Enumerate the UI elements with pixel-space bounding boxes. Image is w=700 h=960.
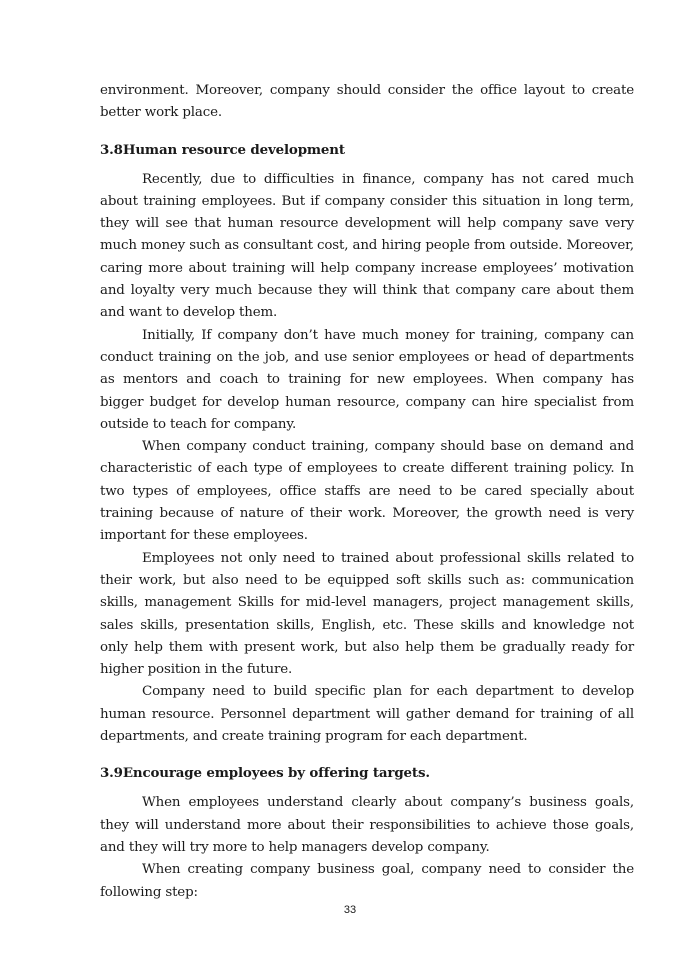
page-number: 33	[343, 904, 357, 916]
paragraph-continued: environment. Moreover, company should consider the office layout to create better work place.	[100, 83, 634, 121]
paragraph: When employees understand clearly about company’s business goals, they will understand more about their responsibilities to achieve those goals, and they will try more to help managers develop company.	[100, 795, 634, 855]
section-heading-3-9: 3.9Encourage employees by offering targets.	[100, 765, 430, 782]
section-heading-3-8: 3.8Human resource development	[100, 141, 345, 158]
paragraph: Recently, due to difficulties in finance, company has not cared much about training employees. But if company consider this situation in long term, they will see that human resource development will help company save very much money such as consultant cost, and hiring people from outside. Moreover, caring more about training will help company increase employees’ motivation and loyalty very much because they will think that company care about them and want to develop them.	[100, 171, 634, 321]
paragraph: Initially, If company don’t have much money for training, company can conduct training on the job, and use senior employees or head of departments as mentors and coach to training for new employees. When company has bigger budget for develop human resource, company can hire specialist from outside to teach for company.	[100, 327, 634, 432]
document-page	[100, 80, 634, 904]
paragraph: Employees not only need to trained about professional skills related to their work, but also need to be equipped soft skills such as: communication skills, management Skills for mid-level managers, project management skills, sales skills, presentation skills, English, etc. These skills and knowledge not only help them with present work, but also help them be gradually ready for higher position in the future.	[100, 550, 634, 678]
paragraph: When creating company business goal, company need to consider the following step:	[100, 862, 634, 900]
paragraph: Company need to build specific plan for each department to develop human resource. Personnel department will gather demand for training of all departments, and create training program for each department.	[100, 684, 634, 745]
paragraph: When company conduct training, company should base on demand and characteristic of each type of employees to create different training policy. In two types of employees, office staffs are need to be cared specially about training because of nature of their work. Moreover, the growth need is very important for these employees.	[100, 439, 634, 544]
